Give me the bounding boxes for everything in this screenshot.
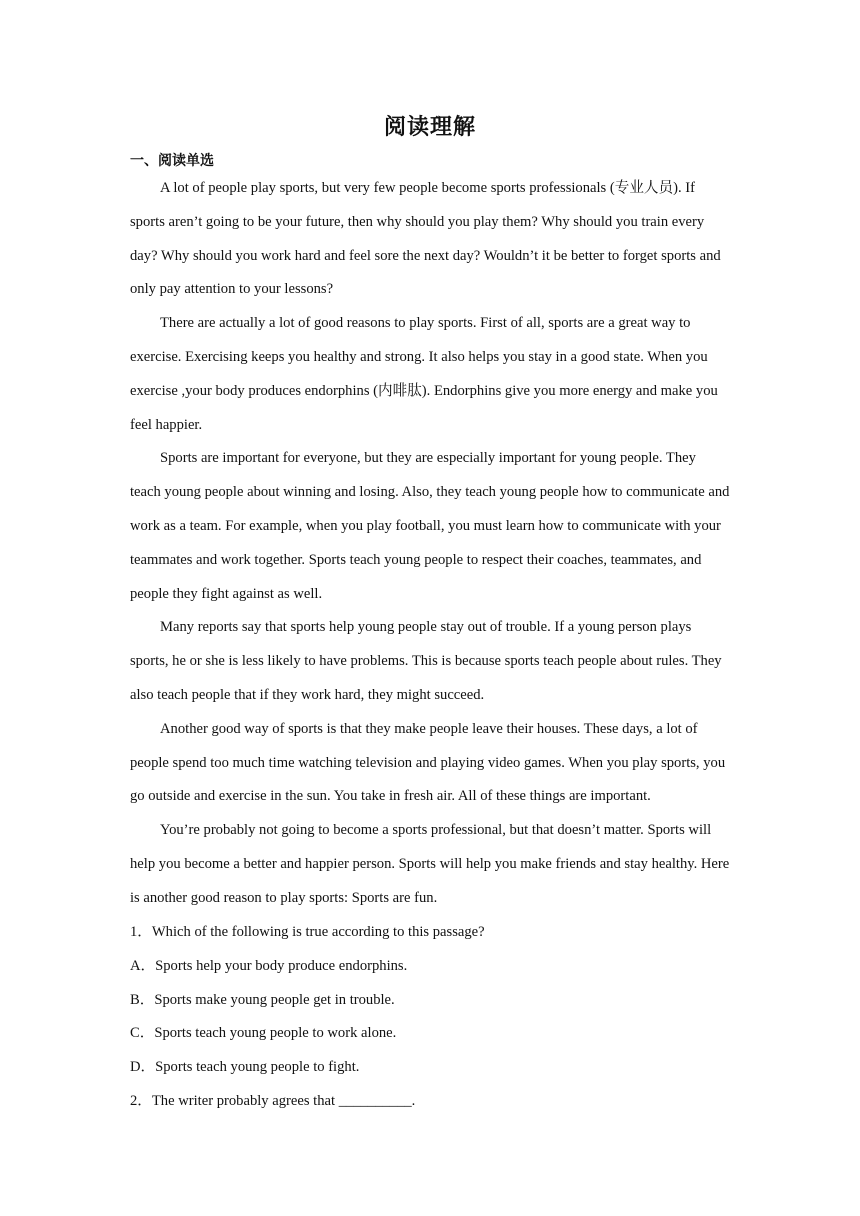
passage-paragraph-5: Another good way of sports is that they make people leave their houses. These days, a lot of people spend too much time watching television and playing video games. When you play sports, you go outside and exercise in the sun. You take in fresh air. All of these things are important. — [130, 720, 726, 805]
reading-passage — [130, 172, 730, 916]
passage-paragraph-3: Sports are important for everyone, but they are especially important for young people. They teach young people about winning and losing. Also, they teach young people how to communicate and work as a team. For example, when you play football, you must learn how to communicate with your teammates and work together. Sports teach young people to respect their coaches, teammates, and people they fight against as well. — [130, 450, 730, 602]
passage-paragraph-4: Many reports say that sports help young people stay out of trouble. If a young person plays sports, he or she is less likely to have problems. This is because sports teach people about rules. They also teach people that if they work hard, they might succeed. — [130, 619, 722, 703]
passage-paragraph-6: You’re probably not going to become a sports professional, but that doesn’t matter. Sports will help you become a better and happier person. Sports will help you make friends and stay healthy. Here is another good reason to play sports: Sports are fun. — [130, 822, 730, 906]
passage-paragraph-1: A lot of people play sports, but very few people become sports professionals (专业人员). If sports aren’t going to be your future, then why should you play them? Why should you train every day? Why should you work hard and feel sore the next day? Wouldn’t it be better to forget sports and only pay attention to your lessons? — [130, 180, 721, 298]
question-1: 1．Which of the following is true according to this passage? — [130, 924, 485, 940]
question-1-option-d: D．Sports teach young people to fight. — [130, 1059, 360, 1076]
question-1-option-b: B．Sports make young people get in trouble. — [130, 991, 395, 1008]
question-1-option-a: A．Sports help your body produce endorphins. — [130, 957, 408, 974]
page-title: 阅读理解 — [383, 114, 476, 140]
question-2: 2．The writer probably agrees that __________. — [130, 1092, 416, 1109]
section-heading: 一、阅读单选 — [130, 153, 214, 169]
question-list — [130, 916, 730, 1119]
passage-paragraph-2: There are actually a lot of good reasons to play sports. First of all, sports are a great way to exercise. Exercising keeps you healthy and strong. It also helps you stay in a good state. When you exercise ,your body produces endorphins (内啡肽). Endorphins give you more energy and make you feel happier. — [130, 315, 718, 433]
question-1-option-c: C．Sports teach young people to work alone. — [130, 1025, 397, 1042]
